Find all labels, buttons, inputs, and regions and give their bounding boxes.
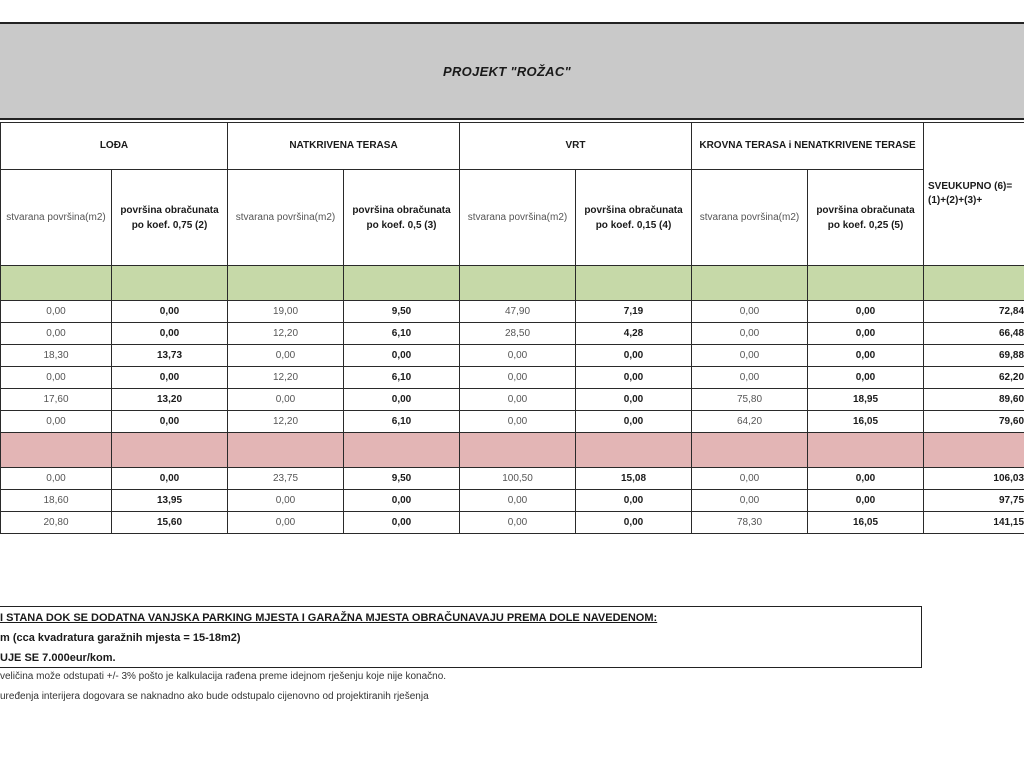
table-cell: 47,90 [460,301,576,323]
group-header-natkrivena-terasa: NATKRIVENA TERASA [228,123,460,170]
table-cell: 12,20 [228,367,344,389]
table-cell: 0,00 [460,389,576,411]
sub-header-stvarna: stvarana površina(m2) [460,170,576,266]
table-cell: 0,00 [576,345,692,367]
table-cell: 17,60 [1,389,112,411]
note-line-5: uređenja interijera dogovara se naknadno ako bude odstupalo cijenovno od projektiranih rješenja [0,691,429,702]
table-cell: 0,00 [112,468,228,490]
total-cell: 62,20 [924,367,1024,389]
table-cell: 0,00 [808,490,924,512]
table-row [1,389,1024,411]
table-cell: 0,00 [1,301,112,323]
table-cell: 0,00 [344,512,460,534]
table-cell: 9,50 [344,468,460,490]
table-cell: 13,95 [112,490,228,512]
sub-header-stvarna: stvarana površina(m2) [692,170,808,266]
table-cell: 18,30 [1,345,112,367]
area-table [0,122,1024,534]
row-group-a [1,301,1024,433]
table-row [1,411,1024,433]
table-cell: 0,00 [460,345,576,367]
total-cell: 72,84 [924,301,1024,323]
table-cell: 13,20 [112,389,228,411]
table-cell: 0,00 [692,468,808,490]
table-cell: 0,00 [112,323,228,345]
table-cell: 6,10 [344,323,460,345]
total-cell: 89,60 [924,389,1024,411]
table-cell: 0,00 [808,301,924,323]
table-cell: 75,80 [692,389,808,411]
total-cell: 66,48 [924,323,1024,345]
sub-header-row [1,170,1024,266]
table-cell: 0,00 [576,490,692,512]
sub-header-stvarna: stvarana površina(m2) [1,170,112,266]
table-cell: 0,00 [692,323,808,345]
group-header-krovna-terasa: KROVNA TERASA i NENATKRIVENE TERASE [692,123,924,170]
table-cell: 0,00 [808,323,924,345]
sub-header-obracunata: površina obračunata po koef. 0,15 (4) [576,170,692,266]
total-cell: 79,60 [924,411,1024,433]
table-cell: 78,30 [692,512,808,534]
row-group-b [1,468,1024,534]
table-cell: 28,50 [460,323,576,345]
table-cell: 0,00 [344,490,460,512]
note-line-3: UJE SE 7.000eur/kom. [0,652,116,664]
project-title: PROJEKT "ROŽAC" [442,63,572,79]
table-cell: 0,00 [1,323,112,345]
table-cell: 13,73 [112,345,228,367]
table-cell: 9,50 [344,301,460,323]
table-cell: 12,20 [228,411,344,433]
table-cell: 6,10 [344,367,460,389]
table-cell: 0,00 [344,345,460,367]
red-separator-row [1,433,1024,468]
table-cell: 100,50 [460,468,576,490]
group-header-vrt: VRT [460,123,692,170]
table-cell: 0,00 [460,490,576,512]
table-cell: 0,00 [576,411,692,433]
table-cell: 15,08 [576,468,692,490]
table-cell: 0,00 [692,345,808,367]
table-cell: 0,00 [460,367,576,389]
table-row [1,367,1024,389]
table-cell: 12,20 [228,323,344,345]
group-header-row [1,123,1024,170]
note-line-2: m (cca kvadratura garažnih mjesta = 15-18m2) [0,632,241,644]
table-cell: 0,00 [344,389,460,411]
table-cell: 0,00 [808,468,924,490]
table-cell: 18,60 [1,490,112,512]
table-cell: 7,19 [576,301,692,323]
table-cell: 0,00 [576,389,692,411]
note-line-4: veličina može odstupati +/- 3% pošto je kalkulacija rađena preme idejnom rješenju koje nije konačno. [0,671,447,682]
table-row [1,468,1024,490]
table-row [1,512,1024,534]
table-cell: 0,00 [228,512,344,534]
table-cell: 15,60 [112,512,228,534]
table-cell: 0,00 [692,301,808,323]
green-separator-row [1,266,1024,301]
table-cell: 0,00 [1,468,112,490]
table-cell: 4,28 [576,323,692,345]
table-row [1,345,1024,367]
sub-header-obracunata: površina obračunata po koef. 0,75 (2) [112,170,228,266]
table-cell: 64,20 [692,411,808,433]
table-row [1,301,1024,323]
table-cell: 0,00 [460,512,576,534]
sub-header-obracunata: površina obračunata po koef. 0,25 (5) [808,170,924,266]
total-cell: 69,88 [924,345,1024,367]
table-cell: 0,00 [460,411,576,433]
table-cell: 16,05 [808,512,924,534]
table-row [1,490,1024,512]
table-cell: 0,00 [576,512,692,534]
table-cell: 0,00 [228,389,344,411]
total-cell: 106,03 [924,468,1024,490]
group-header-loda: LOĐA [1,123,228,170]
table-cell: 18,95 [808,389,924,411]
table-cell: 0,00 [228,345,344,367]
table-cell: 0,00 [228,490,344,512]
sub-header-stvarna: stvarana površina(m2) [228,170,344,266]
table-cell: 0,00 [692,367,808,389]
table-cell: 20,80 [1,512,112,534]
title-bar [0,22,1024,120]
table-cell: 0,00 [808,367,924,389]
note-line-1: I STANA DOK SE DODATNA VANJSKA PARKING MJESTA I GARAŽNA MJESTA OBRAČUNAVAJU PREMA DOLE NAVEDENOM: [0,612,658,624]
sub-header-obracunata: površina obračunata po koef. 0,5 (3) [344,170,460,266]
total-cell: 141,15 [924,512,1024,534]
table-cell: 0,00 [576,367,692,389]
table-cell: 16,05 [808,411,924,433]
total-header: SVEUKUPNO (6)=(1)+(2)+(3)+ [924,123,1024,266]
table-cell: 0,00 [112,367,228,389]
table-cell: 23,75 [228,468,344,490]
table-cell: 0,00 [1,411,112,433]
table-cell: 0,00 [112,301,228,323]
table-cell: 0,00 [1,367,112,389]
table-cell: 0,00 [808,345,924,367]
table-cell: 19,00 [228,301,344,323]
total-cell: 97,75 [924,490,1024,512]
table-row [1,323,1024,345]
table-cell: 0,00 [112,411,228,433]
table-cell: 0,00 [692,490,808,512]
table-cell: 6,10 [344,411,460,433]
